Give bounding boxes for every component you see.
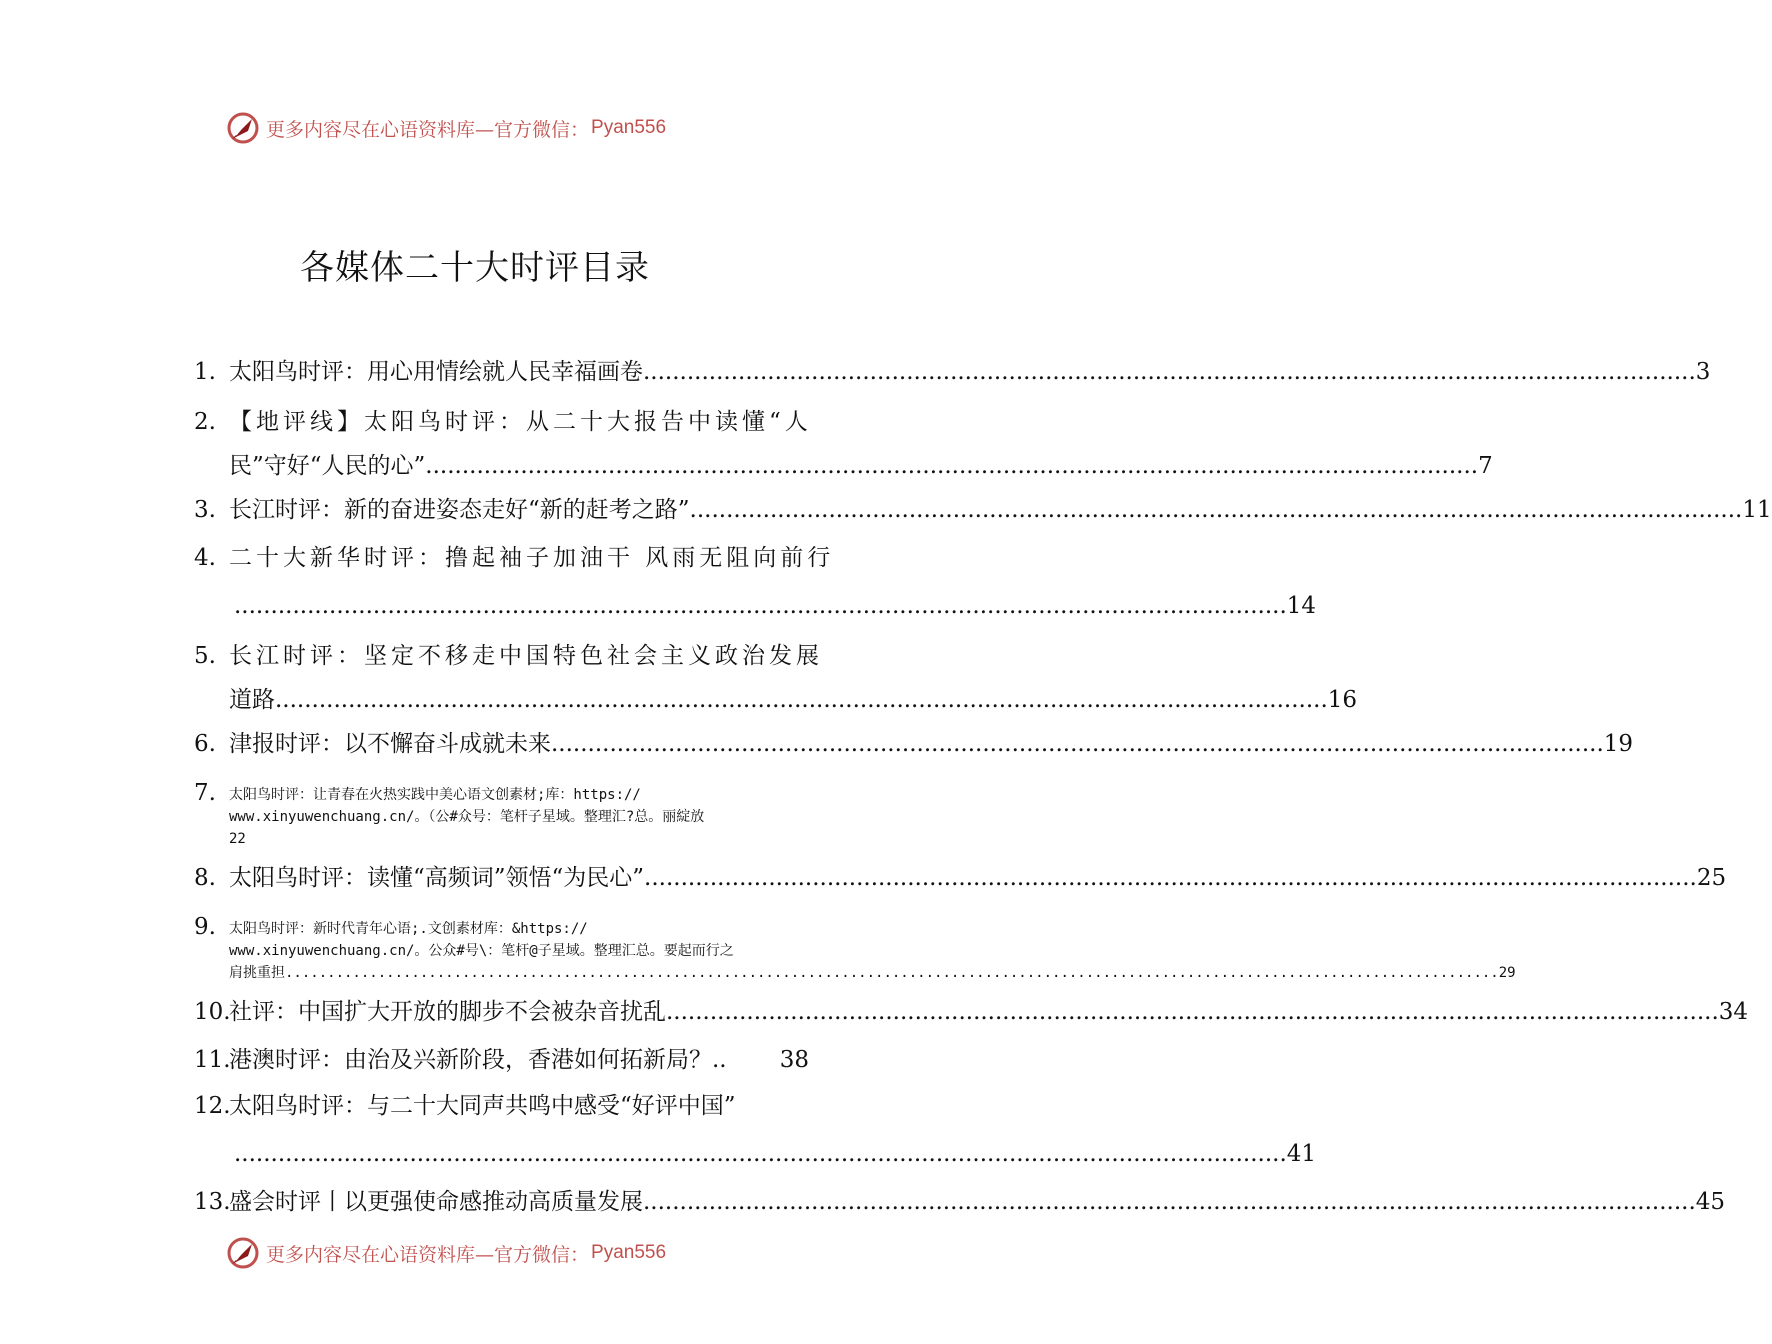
leader-dots: ................................................................................................................................................ — [275, 687, 1328, 713]
entry-title-line-1: 太阳鸟时评：新时代青年心语;.文创素材库：&https:// — [229, 921, 588, 937]
page-number: 7 — [1478, 453, 1493, 479]
leader-dots: ................................................................................................................................................ — [425, 453, 1479, 479]
entry-line — [229, 684, 1358, 716]
leader-dots: ................................................................................................................................................ — [643, 359, 1696, 385]
entry-number: 10. — [194, 999, 231, 1025]
quill-logo-icon — [226, 1236, 260, 1270]
watermark-text: 更多内容尽在心语资料库—官方微信： — [266, 118, 590, 141]
entry-line — [229, 494, 1772, 526]
entry-title-line-1: 二十大新华时评：撸起袖子加油干 风雨无阻向前行 — [229, 545, 835, 571]
entry-page-line: 22 — [229, 831, 246, 847]
entry-number: 12. — [194, 1093, 231, 1119]
entry-title-line-3: 肩挑重担 — [229, 965, 285, 981]
watermark-text: 更多内容尽在心语资料库—官方微信： — [266, 1243, 590, 1266]
entry-title-line-2: www.xinyuwenchuang.cn/。公众#号\：笔杆@子星域。整理汇总。要起而行之 — [229, 943, 734, 959]
page-number: 16 — [1327, 687, 1358, 713]
entry-number: 9. — [194, 914, 216, 940]
entry-title: 港澳时评：由治及兴新阶段，香港如何拓新局？.. — [229, 1047, 727, 1073]
entry-line — [229, 728, 1634, 760]
watermark-banner-bottom — [226, 1233, 726, 1273]
entry-line — [234, 590, 1317, 622]
entry-title-line-1: 长江时评：坚定不移走中国特色社会主义政治发展 — [229, 643, 823, 669]
entry-title-line-2: 民”守好“人民的心” — [229, 453, 426, 479]
entry-title-line-2: 道路 — [229, 687, 275, 713]
entry-title-line-1: 太阳鸟时评：让青春在火热实践中美心语文创素材;库：https:// — [229, 787, 641, 803]
entry-number: 8. — [194, 865, 216, 891]
quill-logo-icon — [226, 111, 260, 145]
entry-number: 5. — [194, 643, 216, 669]
watermark-banner-top — [226, 108, 726, 148]
page-number: 14 — [1286, 593, 1317, 619]
leader-dots: ................................................................................................................................................ — [689, 497, 1743, 523]
entry-number: 1. — [194, 359, 216, 385]
entry-number: 7. — [194, 780, 216, 806]
page-number: 34 — [1718, 999, 1749, 1025]
leader-dots: ................................................................................................................................................ — [234, 1141, 1287, 1167]
leader-dots: ................................................................................................................................................ — [285, 965, 1499, 981]
page-number: 45 — [1695, 1189, 1726, 1215]
leader-dots: ................................................................................................................................................ — [643, 1189, 1696, 1215]
entry-title: 盛会时评丨以更强使命感推动高质量发展 — [229, 1189, 643, 1215]
page-number: 25 — [1696, 865, 1727, 891]
watermark-wechat-id: Pyan556 — [591, 1242, 667, 1263]
entry-number: 6. — [194, 731, 216, 757]
entry-line — [229, 862, 1727, 894]
entry-title: 太阳鸟时评：用心用情绘就人民幸福画卷 — [229, 359, 643, 385]
leader-dots: ................................................................................................................................................ — [234, 593, 1287, 619]
page-title: 各媒体二十大时评目录 — [300, 248, 650, 288]
page-number: 11 — [1742, 497, 1772, 523]
entry-title: 津报时评：以不懈奋斗成就未来 — [229, 731, 551, 757]
entry-line — [234, 1138, 1317, 1170]
entry-line — [229, 1186, 1726, 1218]
page-number: 19 — [1603, 731, 1634, 757]
entry-title-line-2: www.xinyuwenchuang.cn/。（公#众号：笔杆子星域。整理汇?总。丽綻放 — [229, 809, 705, 825]
leader-dots: ................................................................................................................................................ — [644, 865, 1697, 891]
leader-dots: ................................................................................................................................................ — [551, 731, 1604, 757]
entry-line — [229, 450, 1493, 482]
entry-title-line-1: 【地评线】太阳鸟时评：从二十大报告中读懂“人 — [229, 409, 812, 435]
entry-line — [229, 1044, 809, 1076]
entry-number: 3. — [194, 497, 216, 523]
entry-number: 11. — [194, 1047, 231, 1073]
entry-number: 4. — [194, 545, 216, 571]
entry-line — [229, 996, 1749, 1028]
entry-title: 太阳鸟时评：读懂“高频词”领悟“为民心” — [229, 865, 645, 891]
page-number: 29 — [1498, 965, 1516, 981]
leader-dots: ................................................................................................................................................ — [666, 999, 1719, 1025]
entry-number: 13. — [194, 1189, 231, 1215]
entry-title: 社评：中国扩大开放的脚步不会被杂音扰乱 — [229, 999, 666, 1025]
page-number: 38 — [779, 1047, 809, 1073]
page-number: 3 — [1695, 359, 1711, 385]
page-number: 41 — [1286, 1141, 1317, 1167]
entry-number: 2. — [194, 409, 216, 435]
entry-title-line-1: 太阳鸟时评：与二十大同声共鸣中感受“好评中国” — [229, 1093, 736, 1119]
watermark-wechat-id: Pyan556 — [591, 117, 667, 138]
entry-title: 长江时评：新的奋进姿态走好“新的赶考之路” — [229, 497, 690, 523]
entry-line — [229, 356, 1711, 388]
entry-line — [229, 962, 1516, 984]
